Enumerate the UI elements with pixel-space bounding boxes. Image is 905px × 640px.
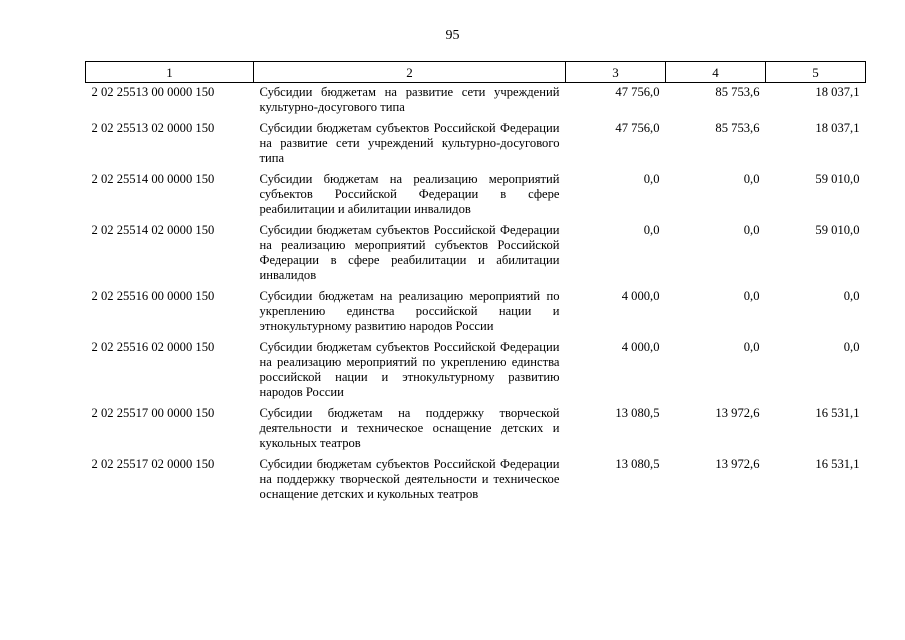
value-col4-cell: 13 972,6 xyxy=(715,457,760,471)
table-row xyxy=(86,170,866,221)
table-row xyxy=(86,287,866,338)
value-col3-cell: 47 756,0 xyxy=(615,85,660,99)
column-header-5: 5 xyxy=(766,62,866,83)
value-col4-cell: 0,0 xyxy=(743,289,760,303)
value-col5-cell: 0,0 xyxy=(843,340,860,354)
value-col5-cell: 59 010,0 xyxy=(815,223,860,237)
table-row xyxy=(86,338,866,404)
value-col3-cell: 13 080,5 xyxy=(615,457,660,471)
value-col4-cell: 85 753,6 xyxy=(715,121,760,135)
value-col3-cell: 4 000,0 xyxy=(621,289,660,303)
budget-code-cell: 2 02 25516 00 0000 150 xyxy=(91,289,215,303)
description-cell: Субсидии бюджетам на поддержку творческой деятельности и техническое оснащение детских и кукольных театров xyxy=(259,406,560,450)
budget-code-cell: 2 02 25514 02 0000 150 xyxy=(91,223,215,237)
column-header-1: 1 xyxy=(86,62,254,83)
budget-code-cell: 2 02 25513 00 0000 150 xyxy=(91,85,215,99)
value-col5-cell: 59 010,0 xyxy=(815,172,860,186)
value-col5-cell: 0,0 xyxy=(843,289,860,303)
value-col3-cell: 0,0 xyxy=(643,223,660,237)
table-row xyxy=(86,119,866,170)
budget-code-cell: 2 02 25514 00 0000 150 xyxy=(91,172,215,186)
value-col3-cell: 47 756,0 xyxy=(615,121,660,135)
budget-code-cell: 2 02 25516 02 0000 150 xyxy=(91,340,215,354)
budget-code-cell: 2 02 25513 02 0000 150 xyxy=(91,121,215,135)
value-col3-cell: 13 080,5 xyxy=(615,406,660,420)
column-header-2: 2 xyxy=(254,62,566,83)
value-col3-cell: 4 000,0 xyxy=(621,340,660,354)
value-col4-cell: 0,0 xyxy=(743,172,760,186)
value-col3-cell: 0,0 xyxy=(643,172,660,186)
description-cell: Субсидии бюджетам субъектов Российской Федерации на реализацию мероприятий по укреплению единства российской нации и этнокультурному развитию народов России xyxy=(259,340,560,399)
budget-code-cell: 2 02 25517 02 0000 150 xyxy=(91,457,215,471)
value-col5-cell: 18 037,1 xyxy=(815,85,860,99)
column-header-3: 3 xyxy=(566,62,666,83)
table-row xyxy=(86,404,866,455)
value-col5-cell: 16 531,1 xyxy=(815,406,860,420)
description-cell: Субсидии бюджетам субъектов Российской Федерации на поддержку творческой деятельности и техническое оснащение детских и кукольных театров xyxy=(259,457,560,501)
value-col4-cell: 85 753,6 xyxy=(715,85,760,99)
description-cell: Субсидии бюджетам на реализацию мероприятий по укреплению единства российской нации и этнокультурному развитию народов России xyxy=(259,289,560,333)
value-col5-cell: 16 531,1 xyxy=(815,457,860,471)
table-header-row xyxy=(86,62,866,83)
table-row xyxy=(86,83,866,120)
table-row xyxy=(86,455,866,506)
budget-table xyxy=(85,61,866,506)
budget-code-cell: 2 02 25517 00 0000 150 xyxy=(91,406,215,420)
description-cell: Субсидии бюджетам на развитие сети учреждений культурно-досугового типа xyxy=(259,85,560,114)
table-row xyxy=(86,221,866,287)
value-col4-cell: 0,0 xyxy=(743,223,760,237)
value-col4-cell: 13 972,6 xyxy=(715,406,760,420)
value-col5-cell: 18 037,1 xyxy=(815,121,860,135)
description-cell: Субсидии бюджетам на реализацию мероприятий субъектов Российской Федерации в сфере реабилитации и абилитации инвалидов xyxy=(259,172,560,216)
value-col4-cell: 0,0 xyxy=(743,340,760,354)
page-number: 95 xyxy=(445,28,460,43)
description-cell: Субсидии бюджетам субъектов Российской Федерации на развитие сети учреждений культурно-досугового типа xyxy=(259,121,560,165)
description-cell: Субсидии бюджетам субъектов Российской Федерации на реализацию мероприятий субъектов Российской Федерации в сфере реабилитации и абилитации инвалидов xyxy=(259,223,560,282)
column-header-4: 4 xyxy=(666,62,766,83)
